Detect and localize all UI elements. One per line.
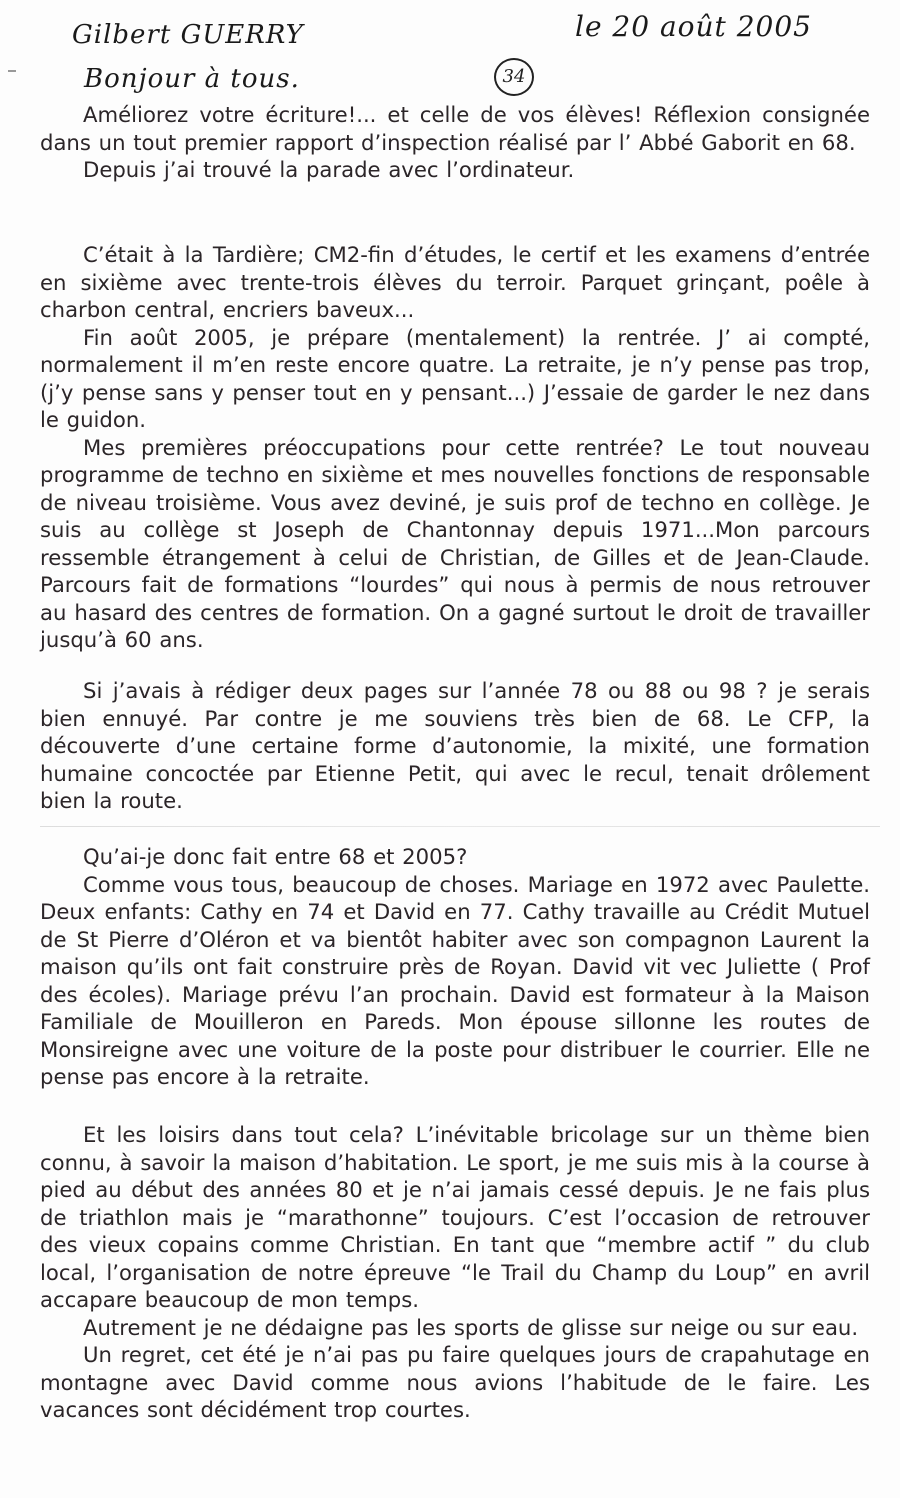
circled-page-number: 34	[494, 58, 534, 96]
section-memories-68	[40, 677, 870, 815]
section-career	[40, 241, 870, 654]
handwritten-author: Gilbert GUERRY	[72, 20, 304, 50]
handwritten-greeting: Bonjour à tous.	[84, 64, 300, 94]
scan-margin-mark	[8, 70, 16, 72]
section-hobbies	[40, 1121, 870, 1424]
paragraph: Fin août 2005, je prépare (mentalement) la rentrée. J’ ai compté, normalement il m’en reste encore quatre. La retraite, je n’y pense pas trop, (j’y pense sans y penser tout en y pensant...) J’essaie de garder le nez dans le guidon.	[40, 324, 870, 432]
paragraph: Autrement je ne dédaigne pas les sports de glisse sur neige ou sur eau.	[83, 1314, 859, 1340]
scan-divider-line	[40, 826, 880, 827]
paragraph: Et les loisirs dans tout cela? L’inévitable bricolage sur un thème bien connu, à savoir la maison d’habitation. Le sport, je me suis mis à la course à pied au début des années 80 et je n’ai jamais cessé depuis. Je ne fais plus de triathlon mais je “marathonne” toujours. C’est l’occasion de retrouver des vieux copains comme Christian. En tant que “membre actif ” du club local, l’organisation de notre épreuve “le Trail du Champ du Loup” en avril accapare beaucoup de mon temps.	[40, 1122, 870, 1312]
section-intro	[40, 101, 870, 184]
paragraph: Si j’avais à rédiger deux pages sur l’année 78 ou 88 ou 98 ? je serais bien ennuyé. Par contre je me souviens très bien de 68. Le CFP, la découverte d’une certaine forme d’autonomie, la mixité, une formation humaine concoctée par Etienne Petit, qui avec le recul, tenait drôlement bien la route.	[40, 678, 870, 813]
paragraph: Depuis j’ai trouvé la parade avec l’ordinateur.	[83, 157, 575, 182]
paragraph: Mes premières préoccupations pour cette rentrée? Le tout nouveau programme de techno en sixième et mes nouvelles fonctions de responsable de niveau troisième. Vous avez deviné, je suis prof de techno en collège. Je suis au collège st Joseph de Chantonnay depuis 1971...Mon parcours ressemble étrangement à celui de Christian, de Gilles et de Jean-Claude. Parcours fait de formations “lourdes” qui nous à permis de nous retrouver au hasard des centres de formation. On a gagné surtout le droit de travailler jusqu’à 60 ans.	[40, 434, 870, 652]
paragraph: Un regret, cet été je n’ai pas pu faire quelques jours de crapahutage en montagne avec David comme nous avions l’habitude de le faire. Les vacances sont décidément trop courtes.	[40, 1342, 870, 1422]
section-family	[40, 843, 870, 1091]
paragraph: C’était à la Tardière; CM2-fin d’études, le certif et les examens d’entrée en sixième avec trente-trois élèves du terroir. Parquet grinçant, poêle à charbon central, encriers baveux...	[40, 242, 870, 322]
paragraph: Qu’ai-je donc fait entre 68 et 2005?	[83, 844, 468, 869]
paragraph: Améliorez votre écriture!... et celle de vos élèves! Réflexion consignée dans un tout premier rapport d’inspection réalisé par l’ Abbé Gaborit en 68.	[40, 102, 870, 155]
handwritten-date: le 20 août 2005	[575, 10, 812, 43]
paragraph: Comme vous tous, beaucoup de choses. Mariage en 1972 avec Paulette. Deux enfants: Cathy en 74 et David en 77. Cathy travaille au Crédit Mutuel de St Pierre d’Oléron et va bientôt habiter avec son compagnon Laurent la maison qu’ils ont fait construire près de Royan. David vit vec Juliette ( Prof des écoles). Mariage prévu l’an prochain. David est formateur à la Maison Familiale de Mouilleron en Pareds. Mon épouse sillonne les routes de Monsireigne avec une voiture de la poste pour distribuer le courrier. Elle ne pense pas encore à la retraite.	[40, 871, 870, 1089]
